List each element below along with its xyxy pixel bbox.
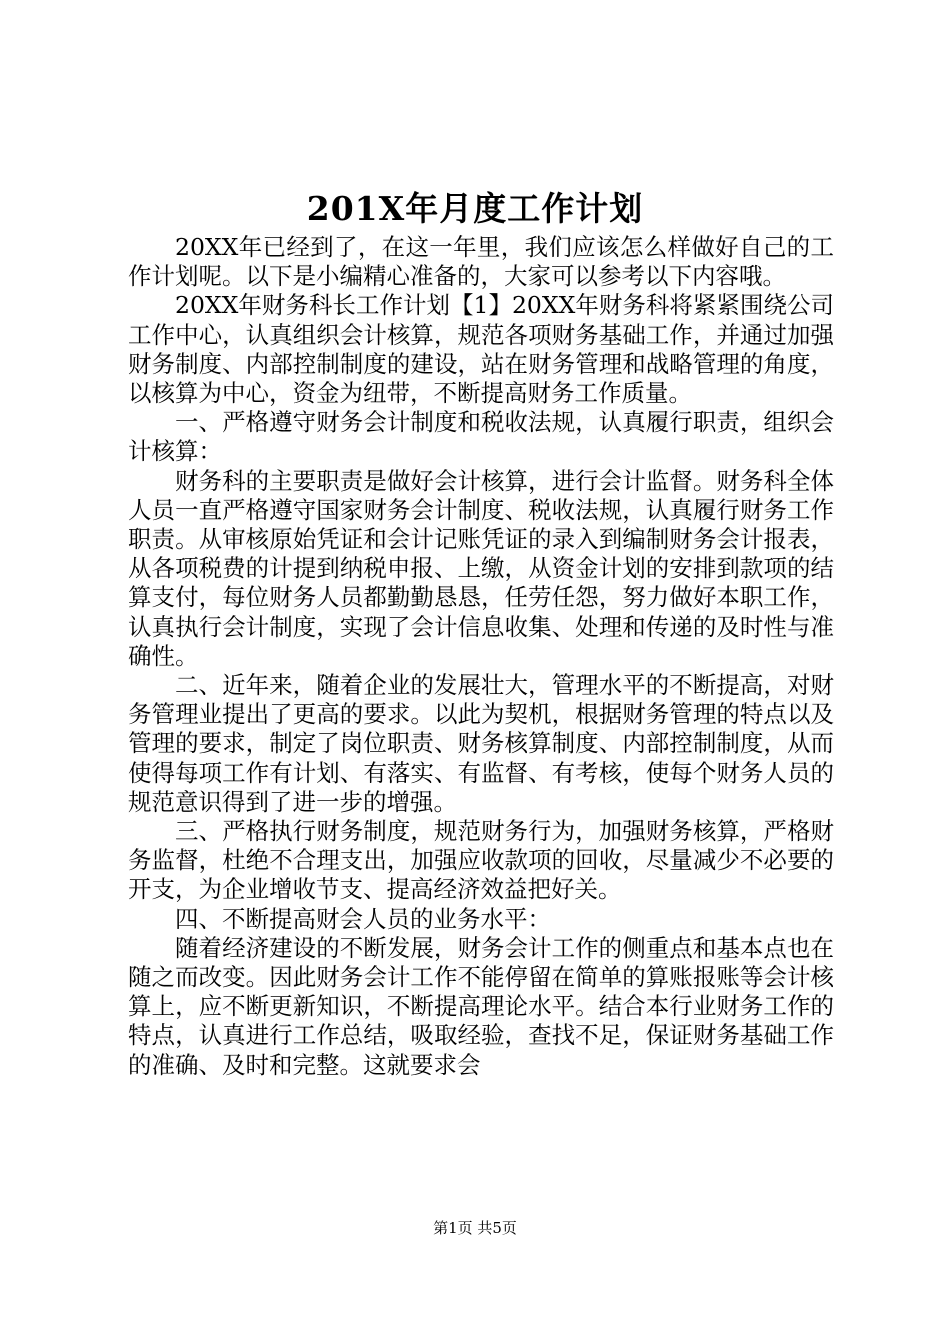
page-number-footer: 第1页 共5页 xyxy=(433,1219,517,1237)
paragraph-section-2: 二、近年来，随着企业的发展壮大，管理水平的不断提高，对财务管理业提出了更高的要求。以此为契机，根据财务管理的特点以及管理的要求，制定了岗位职责、财务核算制度、内部控制制度，从而使得每项工作有计划、有落实、有监督、有考核，使每个财务人员的规范意识得到了进一步的增强。 xyxy=(128,671,834,816)
paragraph-intro: 20XX年已经到了，在这一年里，我们应该怎么样做好自己的工作计划呢。以下是小编精心准备的，大家可以参考以下内容哦。 xyxy=(128,233,834,291)
paragraph-section-1-heading: 一、严格遵守财务会计制度和税收法规，认真履行职责，组织会计核算： xyxy=(128,408,834,466)
paragraph-plan-overview: 20XX年财务科长工作计划【1】20XX年财务科将紧紧围绕公司工作中心，认真组织会计核算，规范各项财务基础工作，并通过加强财务制度、内部控制制度的建设，站在财务管理和战略管理的角度，以核算为中心，资金为纽带，不断提高财务工作质量。 xyxy=(128,291,834,408)
paragraph-section-3: 三、严格执行财务制度，规范财务行为，加强财务核算，严格财务监督，杜绝不合理支出，加强应收款项的回收，尽量减少不必要的开支，为企业增收节支、提高经济效益把好关。 xyxy=(128,817,834,904)
document-body xyxy=(128,233,834,1080)
paragraph-section-1-body: 财务科的主要职责是做好会计核算，进行会计监督。财务科全体人员一直严格遵守国家财务会计制度、税收法规，认真履行财务工作职责。从审核原始凭证和会计记账凭证的录入到编制财务会计报表，从各项税费的计提到纳税申报、上缴，从资金计划的安排到款项的结算支付，每位财务人员都勤勤恳恳，任劳任怨，努力做好本职工作，认真执行会计制度，实现了会计信息收集、处理和传递的及时性与准确性。 xyxy=(128,466,834,670)
paragraph-section-4-heading: 四、不断提高财会人员的业务水平： xyxy=(175,904,551,933)
paragraph-section-4-body: 随着经济建设的不断发展，财务会计工作的侧重点和基本点也在随之而改变。因此财务会计工作不能停留在简单的算账报账等会计核算上，应不断更新知识，不断提高理论水平。结合本行业财务工作的特点，认真进行工作总结，吸取经验，查找不足，保证财务基础工作的准确、及时和完整。这就要求会 xyxy=(128,933,834,1079)
document-title: 201X年月度工作计划 xyxy=(306,189,644,228)
